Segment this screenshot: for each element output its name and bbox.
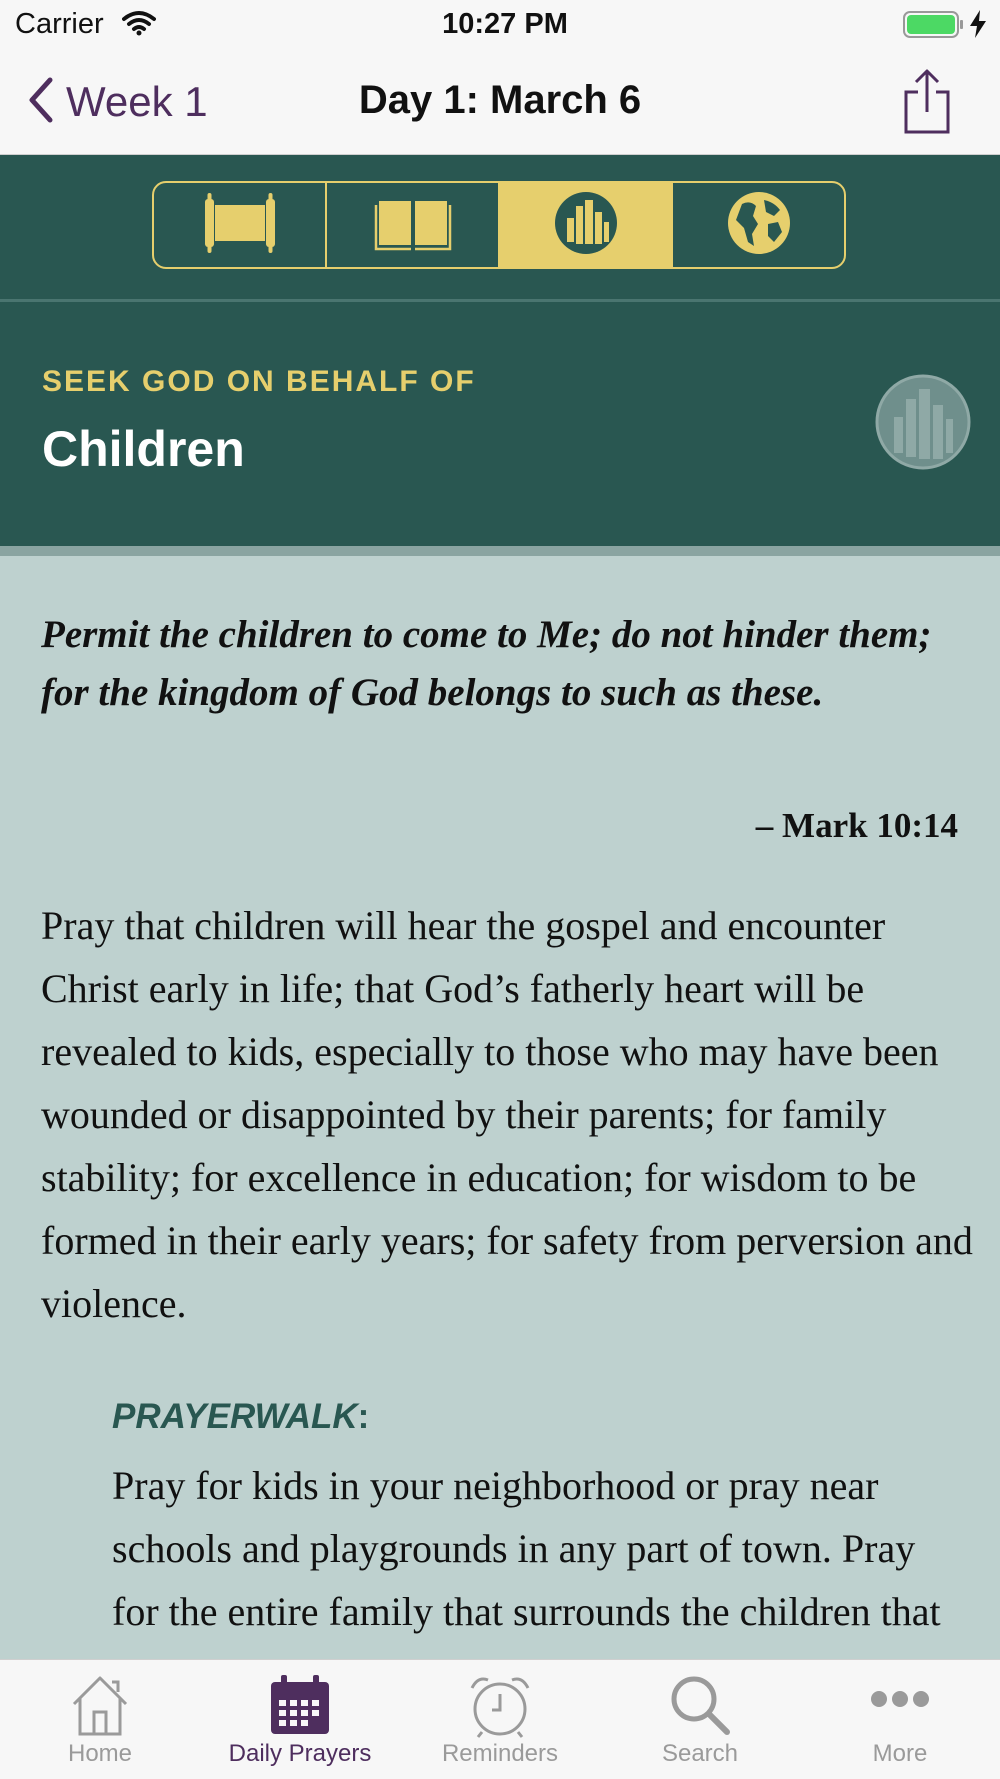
prayerwalk-label: PRAYERWALK (112, 1397, 358, 1436)
status-bar (0, 0, 1000, 50)
open-book-icon (373, 193, 453, 258)
search-icon (669, 1674, 731, 1741)
scripture-reference: – Mark 10:14 (755, 806, 958, 845)
segment-world[interactable] (673, 183, 844, 267)
category-selector-bar (0, 155, 1000, 302)
status-time: 10:27 PM (442, 8, 568, 40)
tab-search[interactable] (600, 1660, 800, 1779)
category-segmented-control (152, 181, 846, 269)
prayerwalk-heading: PRAYERWALK: (112, 1397, 370, 1436)
calendar-icon (269, 1674, 331, 1741)
topic-eyebrow: SEEK GOD ON BEHALF OF (42, 365, 476, 398)
battery-icon (903, 11, 965, 43)
prayer-body: Pray that children will hear the gospel and encounter Christ early in life; that God’s fatherly heart will be revealed to kids, especially to those who may have been wounded or disappointed by their parents; for family stability; for excellence in education; for wisdom to be formed in their early years; for safety from perversion and violence. (41, 903, 973, 1326)
segment-scripture[interactable] (154, 183, 327, 267)
alarm-clock-icon (468, 1674, 532, 1743)
city-badge-icon (874, 373, 972, 476)
segment-city[interactable] (500, 183, 673, 267)
header-divider (0, 546, 1000, 556)
tab-daily-prayers[interactable] (200, 1660, 400, 1779)
scroll-icon (195, 191, 285, 260)
tab-home[interactable] (0, 1660, 200, 1779)
home-icon (68, 1674, 132, 1741)
share-button[interactable] (902, 68, 952, 141)
prayerwalk-text: Pray for kids in your neighborhood or pray near schools and playgrounds in any part of town. Pray for the entire family that surrounds the children that (112, 1463, 941, 1634)
back-label: Week 1 (66, 78, 208, 125)
more-icon (869, 1688, 931, 1715)
tab-more-label: More (872, 1740, 928, 1767)
tab-search-label: Search (661, 1740, 739, 1767)
topic-header (0, 302, 1000, 546)
tab-daily-prayers-label: Daily Prayers (228, 1740, 372, 1767)
topic-title: Children (42, 421, 245, 477)
prayer-content[interactable] (0, 556, 1000, 1659)
page-title: Day 1: March 6 (358, 78, 642, 122)
city-icon (553, 190, 619, 261)
tab-more[interactable] (800, 1660, 1000, 1779)
tab-home-label: Home (67, 1740, 133, 1767)
charging-icon (970, 10, 986, 43)
scripture-verse: Permit the children to come to Me; do not hinder them; for the kingdom of God belongs to such as these. (41, 613, 932, 714)
segment-reading[interactable] (327, 183, 500, 267)
tab-reminders[interactable] (400, 1660, 600, 1779)
globe-icon (726, 190, 792, 261)
tab-bar (0, 1659, 1000, 1779)
navigation-bar (0, 50, 1000, 155)
carrier-label: Carrier (15, 8, 104, 40)
share-icon (902, 123, 952, 140)
tab-reminders-label: Reminders (441, 1740, 559, 1767)
